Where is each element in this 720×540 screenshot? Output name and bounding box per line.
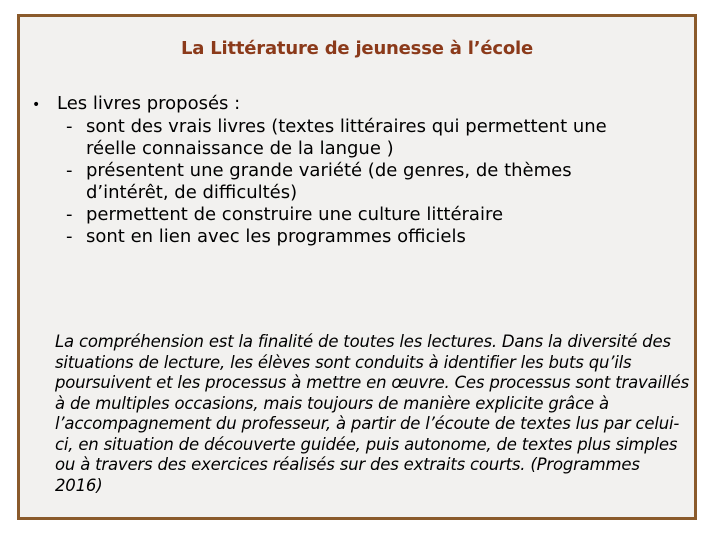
list-item-text: présentent une grande variété (de genres, de thèmes d’intérêt, de difficultés) (86, 160, 572, 203)
sub-item-list (32, 116, 672, 248)
slide-title: La Littérature de jeunesse à l’école (180, 38, 534, 59)
dash-marker: - (66, 226, 73, 247)
dash-marker: - (66, 204, 73, 225)
bullet-block (32, 93, 672, 248)
dash-marker: - (66, 160, 73, 181)
dash-marker: - (66, 116, 73, 137)
list-item (66, 116, 672, 160)
bullet-label: Les livres proposés : (57, 93, 241, 114)
bullet-heading (32, 93, 672, 116)
list-item (66, 204, 672, 226)
list-item (66, 160, 672, 204)
list-item-text: sont en lien avec les programmes officiels (86, 226, 466, 247)
bullet-marker: • (32, 97, 41, 113)
list-item (66, 226, 672, 248)
list-item-text: sont des vrais livres (textes littéraires qui permettent une réelle connaissance de la langue ) (86, 116, 607, 159)
slide-frame (17, 14, 697, 520)
list-item-text: permettent de construire une culture littéraire (86, 204, 504, 225)
program-quote: La compréhension est la finalité de toutes les lectures. Dans la diversité des situations de lecture, les élèves sont conduits à identifier les buts qu’ils poursuivent et les processus à mettre en œuvre. Ces processus sont travaillés à de multiples occasions, mais toujours de manière explicite grâce à l’accompagnement du professeur, à partir de l’écoute de textes lus par celui-ci, en situation de découverte guidée, puis autonome, de textes plus simples ou à travers des exercices réalisés sur des extraits courts. (Programmes 2016) (55, 332, 689, 495)
